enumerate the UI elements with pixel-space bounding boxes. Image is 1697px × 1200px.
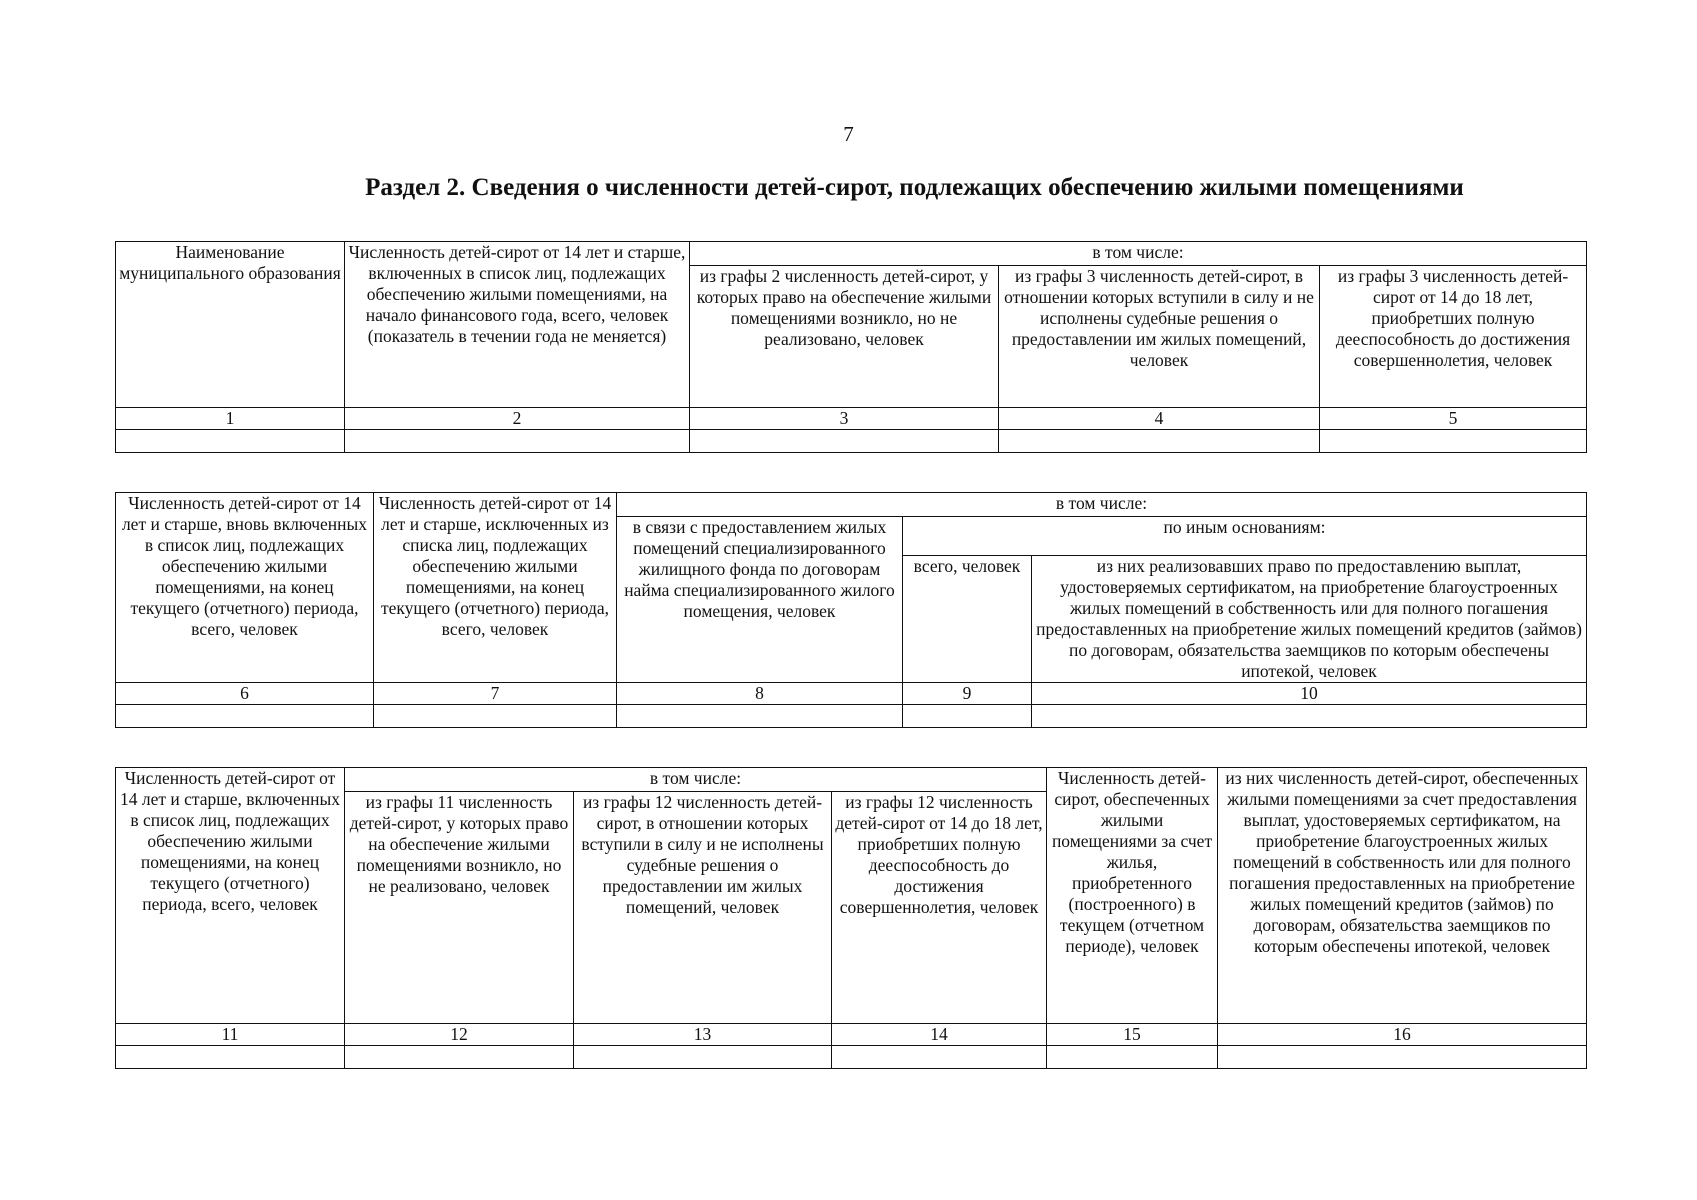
header-municipality: Наименование муниципального образования	[116, 242, 345, 408]
data-entry-row	[116, 430, 1587, 453]
table-header-row	[116, 242, 1587, 266]
data-cell	[903, 705, 1032, 728]
data-cell	[374, 705, 617, 728]
column-number-row	[116, 683, 1587, 705]
column-number: 1	[116, 408, 345, 430]
data-cell	[617, 705, 903, 728]
header-col-13: из графы 12 численность детей-сирот, в отношении которых вступили в силу и не исполнены судебные решения о предоставлении им жилых помещений, человек	[574, 792, 832, 1024]
column-number: 5	[1320, 408, 1587, 430]
data-cell	[345, 430, 690, 453]
data-cell	[1032, 705, 1587, 728]
column-number: 3	[690, 408, 999, 430]
data-cell	[116, 705, 374, 728]
data-cell	[345, 1046, 574, 1069]
header-col-7: Численность детей-сирот от 14 лет и старше, исключенных из списка лиц, подлежащих обеспечению жилыми помещениями, на конец текущего (отчетного) периода, всего, человек	[374, 493, 617, 683]
column-number: 11	[116, 1024, 345, 1046]
header-col-5: из графы 3 численность детей-сирот от 14 до 18 лет, приобретших полную дееспособность до достижения совершеннолетия, человек	[1320, 266, 1587, 408]
table-initial-counts	[115, 241, 1587, 453]
data-cell	[116, 430, 345, 453]
column-number: 9	[903, 683, 1032, 705]
data-cell	[574, 1046, 832, 1069]
header-col-2: Численность детей-сирот от 14 лет и старше, включенных в список лиц, подлежащих обеспечению жилыми помещениями, на начало финансового года, всего, человек (показатель в течении года не меняется)	[345, 242, 690, 408]
column-number: 12	[345, 1024, 574, 1046]
column-number: 8	[617, 683, 903, 705]
page-number: 7	[843, 122, 854, 146]
column-number: 13	[574, 1024, 832, 1046]
header-col-8: в связи с предоставлением жилых помещений специализированного жилищного фонда по договорам найма специализированного жилого помещения, человек	[617, 517, 903, 683]
header-col-3: из графы 2 численность детей-сирот, у которых право на обеспечение жилыми помещениями возникло, но не реализовано, человек	[690, 266, 999, 408]
column-number: 14	[832, 1024, 1047, 1046]
header-in-that-number: в том числе:	[345, 768, 1047, 792]
data-entry-row	[116, 705, 1587, 728]
header-col-6: Численность детей-сирот от 14 лет и старше, вновь включенных в список лиц, подлежащих обеспечению жилыми помещениями, на конец текущего (отчетного) периода, всего, человек	[116, 493, 374, 683]
table-end-of-period	[115, 767, 1587, 1069]
header-in-that-number: в том числе:	[690, 242, 1587, 266]
header-other-grounds: по иным основаниям:	[903, 517, 1587, 556]
table-header-row	[116, 768, 1587, 792]
column-number: 2	[345, 408, 690, 430]
data-entry-row	[116, 1046, 1587, 1069]
header-col-16: из них численность детей-сирот, обеспеченных жилыми помещениями за счет предоставления выплат, удостоверяемых сертификатом, на приобретение благоустроенных жилых помещений в собственность или для полного погашения предоставленных на приобретение жилых помещений кредитов (займов) по договорам, обязательства заемщиков по которым обеспечены ипотекой, человек	[1218, 768, 1587, 1024]
data-cell	[116, 1046, 345, 1069]
header-in-that-number: в том числе:	[617, 493, 1587, 517]
column-number: 6	[116, 683, 374, 705]
header-col-4: из графы 3 численность детей-сирот, в отношении которых вступили в силу и не исполнены судебные решения о предоставлении им жилых помещений, человек	[999, 266, 1320, 408]
header-col-14: из графы 12 численность детей-сирот от 14 до 18 лет, приобретших полную дееспособность до достижения совершеннолетия, человек	[832, 792, 1047, 1024]
table-included-excluded	[115, 492, 1587, 728]
column-number: 16	[1218, 1024, 1587, 1046]
data-cell	[999, 430, 1320, 453]
column-number-row	[116, 1024, 1587, 1046]
column-number: 10	[1032, 683, 1587, 705]
data-cell	[1218, 1046, 1587, 1069]
data-cell	[832, 1046, 1047, 1069]
header-col-12: из графы 11 численность детей-сирот, у которых право на обеспечение жилыми помещениями возникло, но не реализовано, человек	[345, 792, 574, 1024]
header-col-10: из них реализовавших право по предоставлению выплат, удостоверяемых сертификатом, на приобретение благоустроенных жилых помещений в собственность или для полного погашения предоставленных на приобретение жилых помещений кредитов (займов) по договорам, обязательства заемщиков по которым обеспечены ипотекой, человек	[1032, 556, 1587, 683]
section-title: Раздел 2. Сведения о численности детей-сирот, подлежащих обеспечению жилыми помещениями	[365, 174, 1464, 201]
column-number: 15	[1047, 1024, 1218, 1046]
column-number-row	[116, 408, 1587, 430]
column-number: 4	[999, 408, 1320, 430]
data-cell	[690, 430, 999, 453]
data-cell	[1320, 430, 1587, 453]
table-header-row	[116, 493, 1587, 517]
header-col-11: Численность детей-сирот от 14 лет и старше, включенных в список лиц, подлежащих обеспечению жилыми помещениями, на конец текущего (отчетного) периода, всего, человек	[116, 768, 345, 1024]
header-col-9: всего, человек	[903, 556, 1032, 683]
data-cell	[1047, 1046, 1218, 1069]
column-number: 7	[374, 683, 617, 705]
header-col-15: Численность детей-сирот, обеспеченных жилыми помещениями за счет жилья, приобретенного (построенного) в текущем (отчетном периоде), человек	[1047, 768, 1218, 1024]
